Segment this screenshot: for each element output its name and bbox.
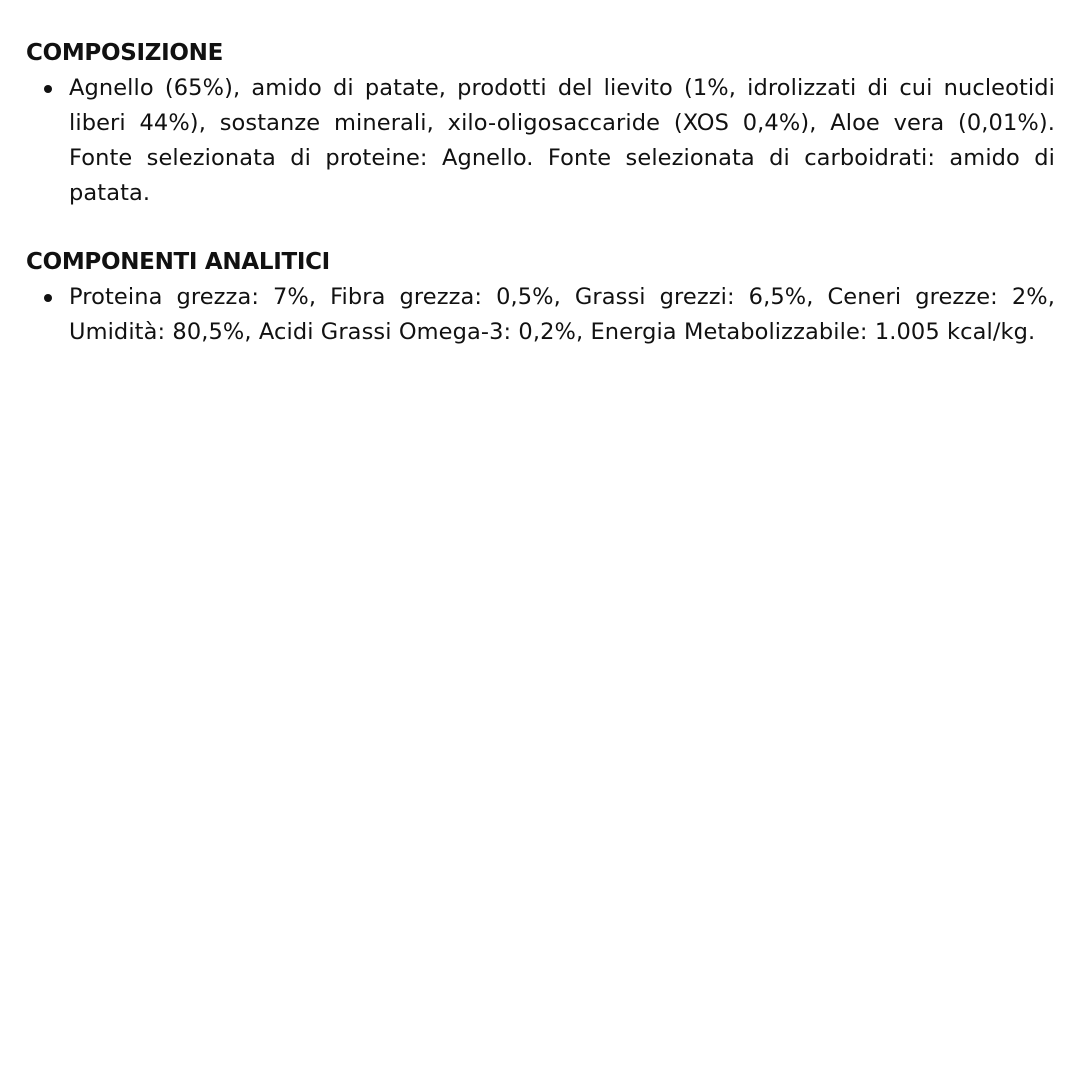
analytical-components-section <box>26 245 1054 350</box>
composition-text: Agnello (65%), amido di patate, prodotti del lievito (1%, idrolizzati di cui nucleotidi liberi 44%), sostanze minerali, xilo-oligosaccaride (XOS 0,4%), Aloe vera (0,01%). Fonte selezionata di proteine: Agnello. Fonte selezionata di carboidrati: amido di patata. <box>69 75 1055 206</box>
composition-section <box>26 36 1054 211</box>
composition-list <box>26 71 1054 211</box>
analytical-components-text: Proteina grezza: 7%, Fibra grezza: 0,5%, Grassi grezzi: 6,5%, Ceneri grezze: 2%, Umidità: 80,5%, Acidi Grassi Omega-3: 0,2%, Energia Metabolizzabile: 1.005 kcal/kg. <box>69 284 1055 345</box>
bullet-icon <box>44 294 52 302</box>
bullet-icon <box>44 85 52 93</box>
analytical-components-heading: COMPONENTI ANALITICI <box>26 249 330 275</box>
analytical-components-list-item <box>26 280 1055 350</box>
composition-list-item <box>26 71 1055 211</box>
analytical-components-list <box>26 280 1054 350</box>
composition-heading: COMPOSIZIONE <box>26 40 223 66</box>
